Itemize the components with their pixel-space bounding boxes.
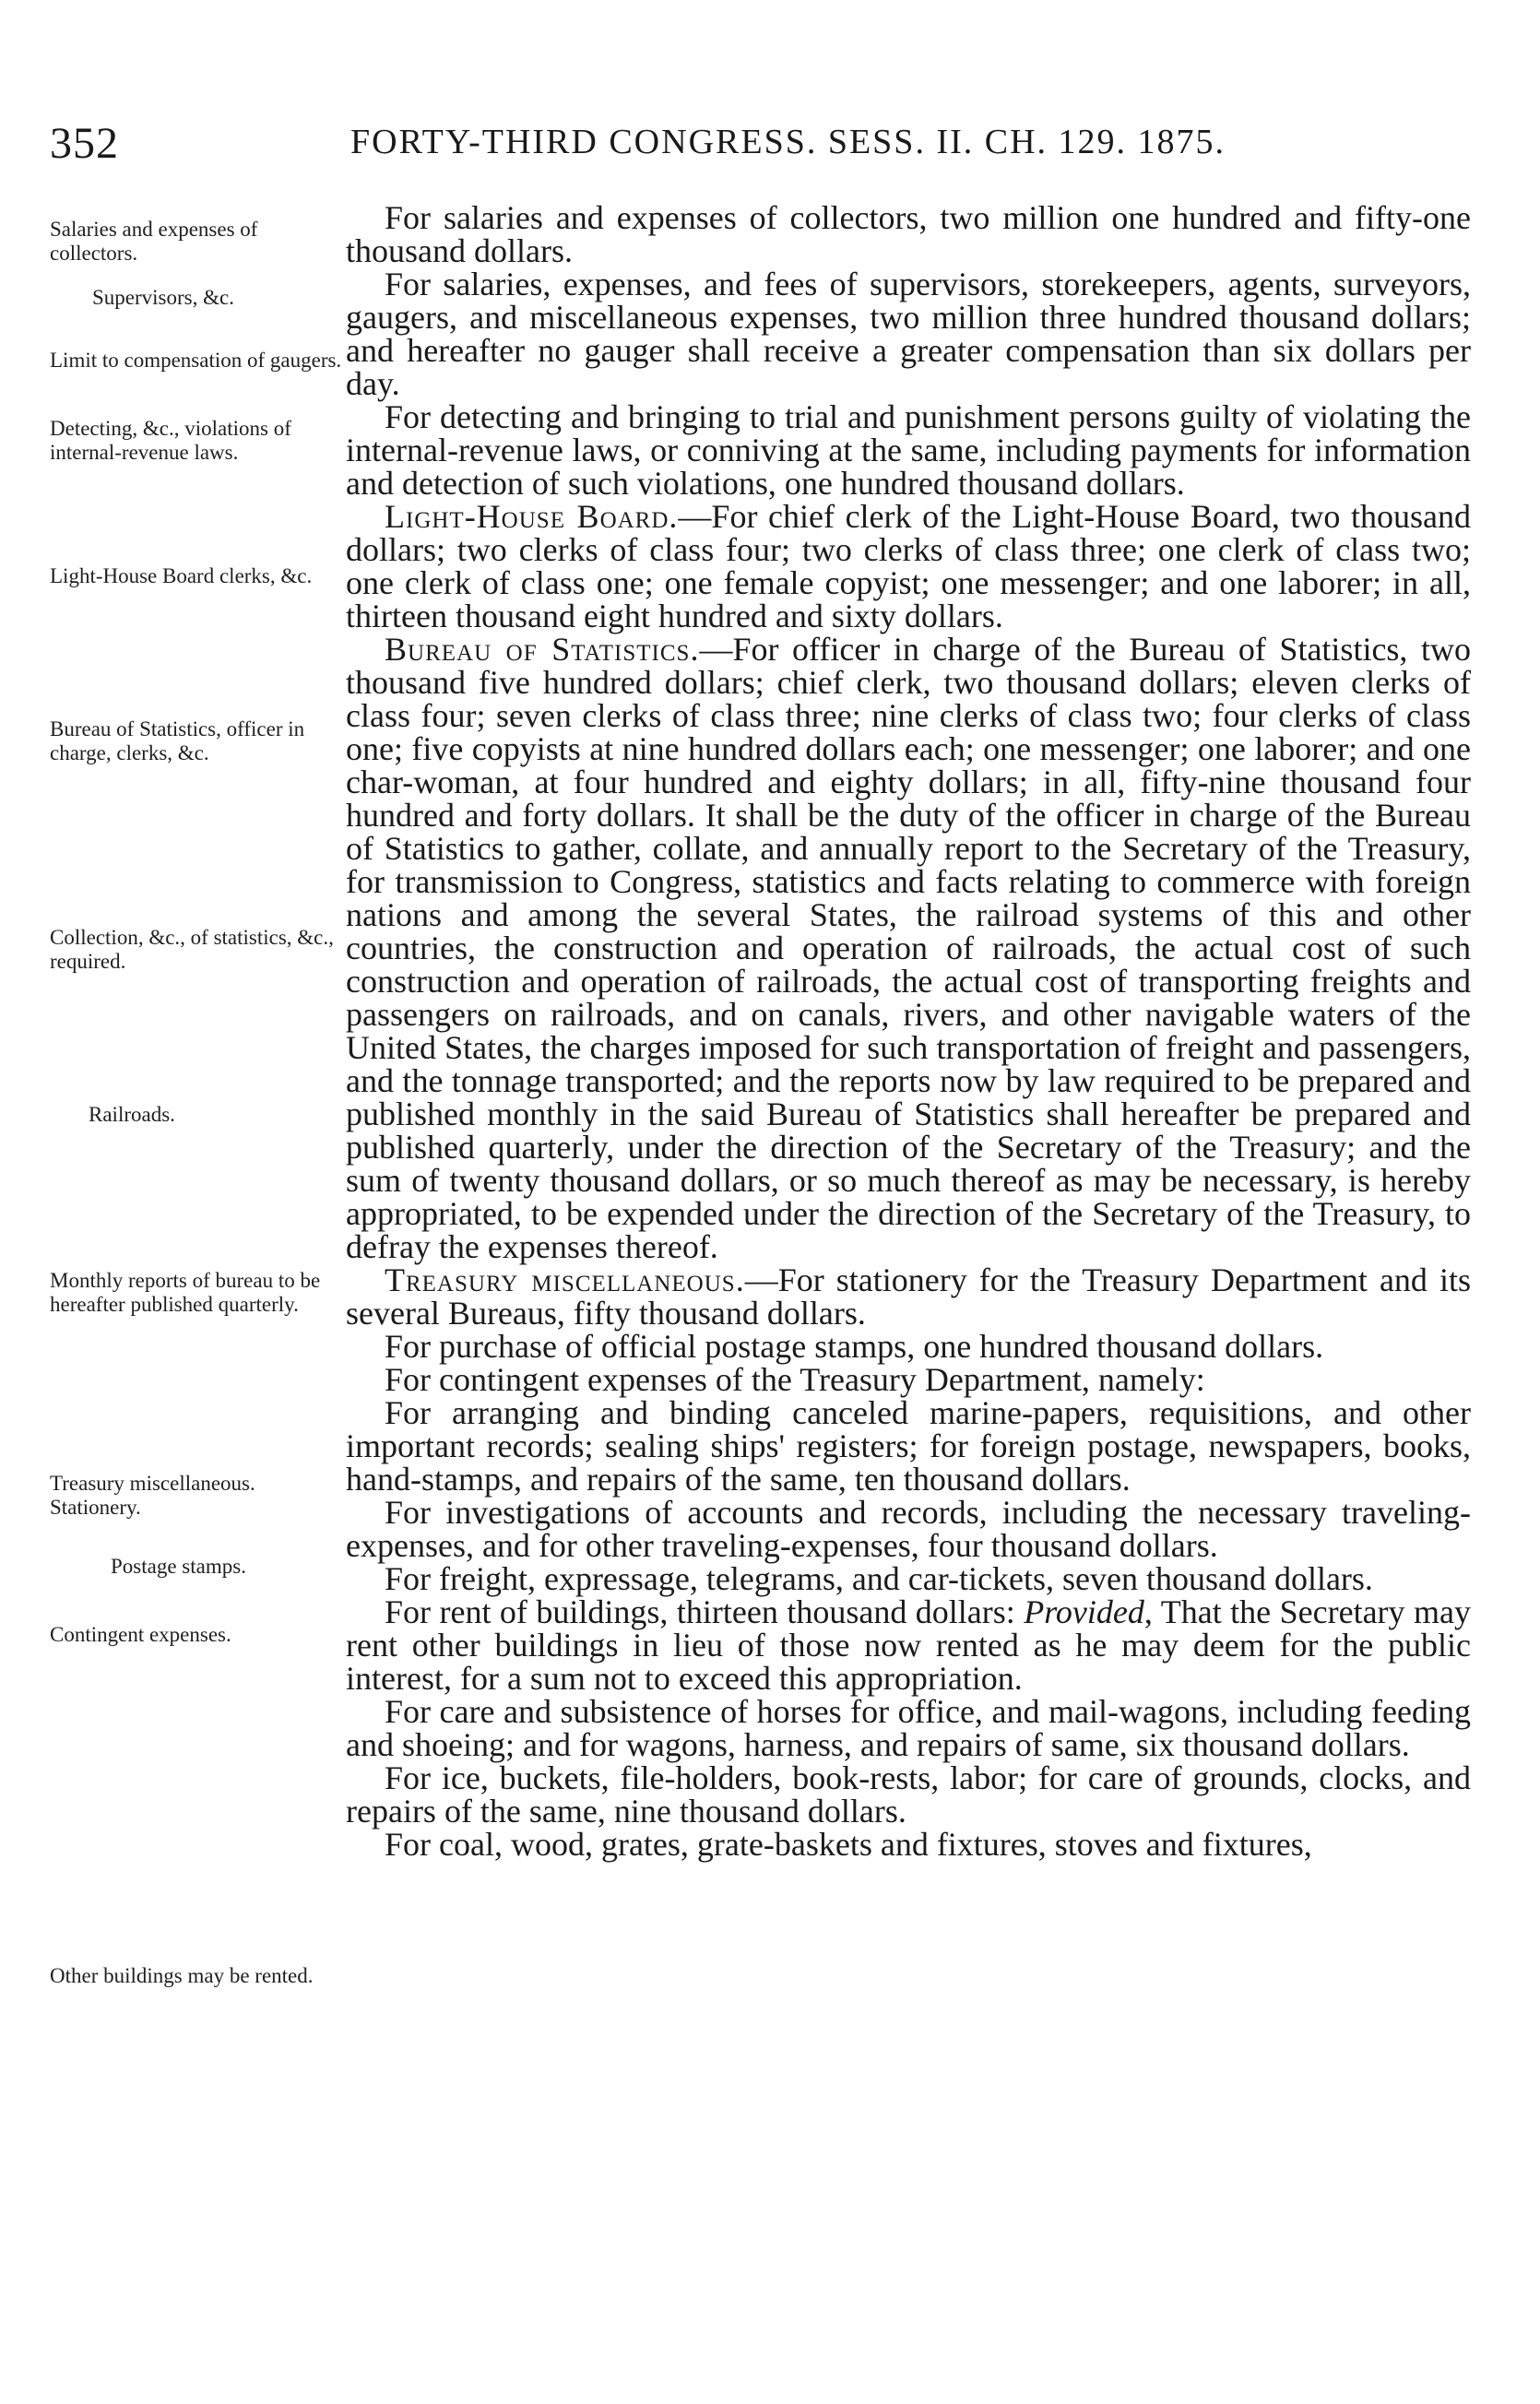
margin-note: Other buildings may be rented. [50, 1964, 314, 1987]
section-heading: Light-House Board. [385, 498, 679, 535]
paragraph: For coal, wood, grates, grate-baskets and fixtures, stoves and fixtures, [385, 1826, 1312, 1863]
margin-note: Bureau of Statistics, officer in charge, clerks, &c. [50, 717, 305, 764]
body-text [346, 201, 1471, 1861]
paragraph: Treasury miscellaneous.—For stationery for the Treasury Department and its several Bureaus, fifty thousand dollars. [346, 1261, 1471, 1332]
paragraph: For ice, buckets, file-holders, book-rests, labor; for care of grounds, clocks, and repairs of the same, nine thousand dollars. [346, 1759, 1471, 1830]
margin-note: Railroads. [89, 1103, 175, 1126]
margin-note: Supervisors, &c. [92, 286, 234, 309]
paragraph: For purchase of official postage stamps, one hundred thousand dollars. [385, 1328, 1324, 1365]
margin-note: Monthly reports of bureau to be hereafter published quarterly. [50, 1269, 321, 1316]
paragraph: Light-House Board.—For chief clerk of the Light-House Board, two thousand dollars; two clerks of class four; two clerks of class three; one clerk of class two; one clerk of class one; one female copyist; one messenger; and one laborer; in all, thirteen thousand eight hundred and sixty dollars. [346, 498, 1471, 634]
margin-note: Light-House Board clerks, &c. [50, 564, 313, 587]
paragraph: For salaries, expenses, and fees of supervisors, storekeepers, agents, surveyors, gaugers, and miscellaneous expenses, two million three hundred thousand dollars; and hereafter no gauger shall receive a greater compensation than six dollars per day. [346, 266, 1471, 402]
page-number: 352 [50, 119, 119, 168]
paragraph: Bureau of Statistics.—For officer in charge of the Bureau of Statistics, two thousand five hundred dollars; chief clerk, two thousand dollars; eleven clerks of class four; seven clerks of class three; nine clerks of class two; four clerks of class one; five copyists at nine hundred dollars each; one messenger; one laborer; and one char-woman, at four hundred and eighty dollars; in all, fifty-nine thousand four hundred and forty dollars. It shall be the duty of the officer in charge of the Bureau of Statistics to gather, collate, and annually report to the Secretary of the Treasury, for transmission to Congress, statistics and facts relating to commerce with foreign nations and among the several States, the railroad systems of this and other countries, the construction and operation of railroads, the actual cost of such construction and operation of railroads, the actual cost of transporting freights and passengers on railroads, and on canals, rivers, and other navigable waters of the United States, the charges imposed for such transportation of freight and passengers, and the tonnage transported; and the reports now by law required to be prepared and published monthly in the said Bureau of Statistics shall hereafter be prepared and published quarterly, under the direction of the Secretary of the Treasury; and the sum of twenty thousand dollars, or so much thereof as may be necessary, is hereby appropriated, to be expended under the direction of the Secretary of the Treasury, to defray the expenses thereof. [346, 631, 1471, 1265]
italic-proviso: Provided [1024, 1593, 1144, 1630]
paragraph: For contingent expenses of the Treasury Department, namely: [385, 1361, 1205, 1398]
paragraph: For arranging and binding canceled marine-papers, requisitions, and other important records; sealing ships' registers; for foreign postage, newspapers, books, hand-stamps, and repairs of the same, ten thousand dollars. [346, 1394, 1471, 1498]
margin-note: Contingent expenses. [50, 1623, 231, 1646]
margin-note: Collection, &c., of statistics, &c., required. [50, 926, 334, 973]
margin-note: Detecting, &c., violations of internal-revenue laws. [50, 417, 291, 464]
paragraph: For care and subsistence of horses for office, and mail-wagons, including feeding and shoeing; and for wagons, harness, and repairs of same, six thousand dollars. [346, 1693, 1471, 1763]
paragraph: For rent of buildings, thirteen thousand dollars: Provided, That the Secretary may rent other buildings in lieu of those now rented as he may deem for the public interest, for a sum not to exceed this appropriation. [346, 1593, 1472, 1697]
section-heading: Treasury miscellaneous. [385, 1261, 745, 1298]
section-heading: Bureau of Statistics. [385, 631, 700, 668]
paragraph: For salaries and expenses of collectors, two million one hundred and fifty-one thousand dollars. [346, 199, 1471, 269]
page-header [0, 118, 1540, 173]
margin-note: Limit to compensation of gaugers. [50, 349, 342, 372]
running-head: FORTY-THIRD CONGRESS. SESS. II. CH. 129. 1875. [350, 123, 1226, 161]
margin-note: Treasury miscellaneous. Stationery. [50, 1472, 255, 1519]
paragraph: For investigations of accounts and records, including the necessary traveling-expenses, and for other traveling-expenses, four thousand dollars. [346, 1494, 1471, 1564]
margin-note: Salaries and expenses of collectors. [50, 218, 258, 265]
paragraph: For freight, expressage, telegrams, and car-tickets, seven thousand dollars. [385, 1560, 1373, 1597]
paragraph: For detecting and bringing to trial and punishment persons guilty of violating the internal-revenue laws, or conniving at the same, including payments for information and detection of such violations, one hundred thousand dollars. [346, 398, 1471, 502]
margin-note: Postage stamps. [111, 1555, 246, 1578]
